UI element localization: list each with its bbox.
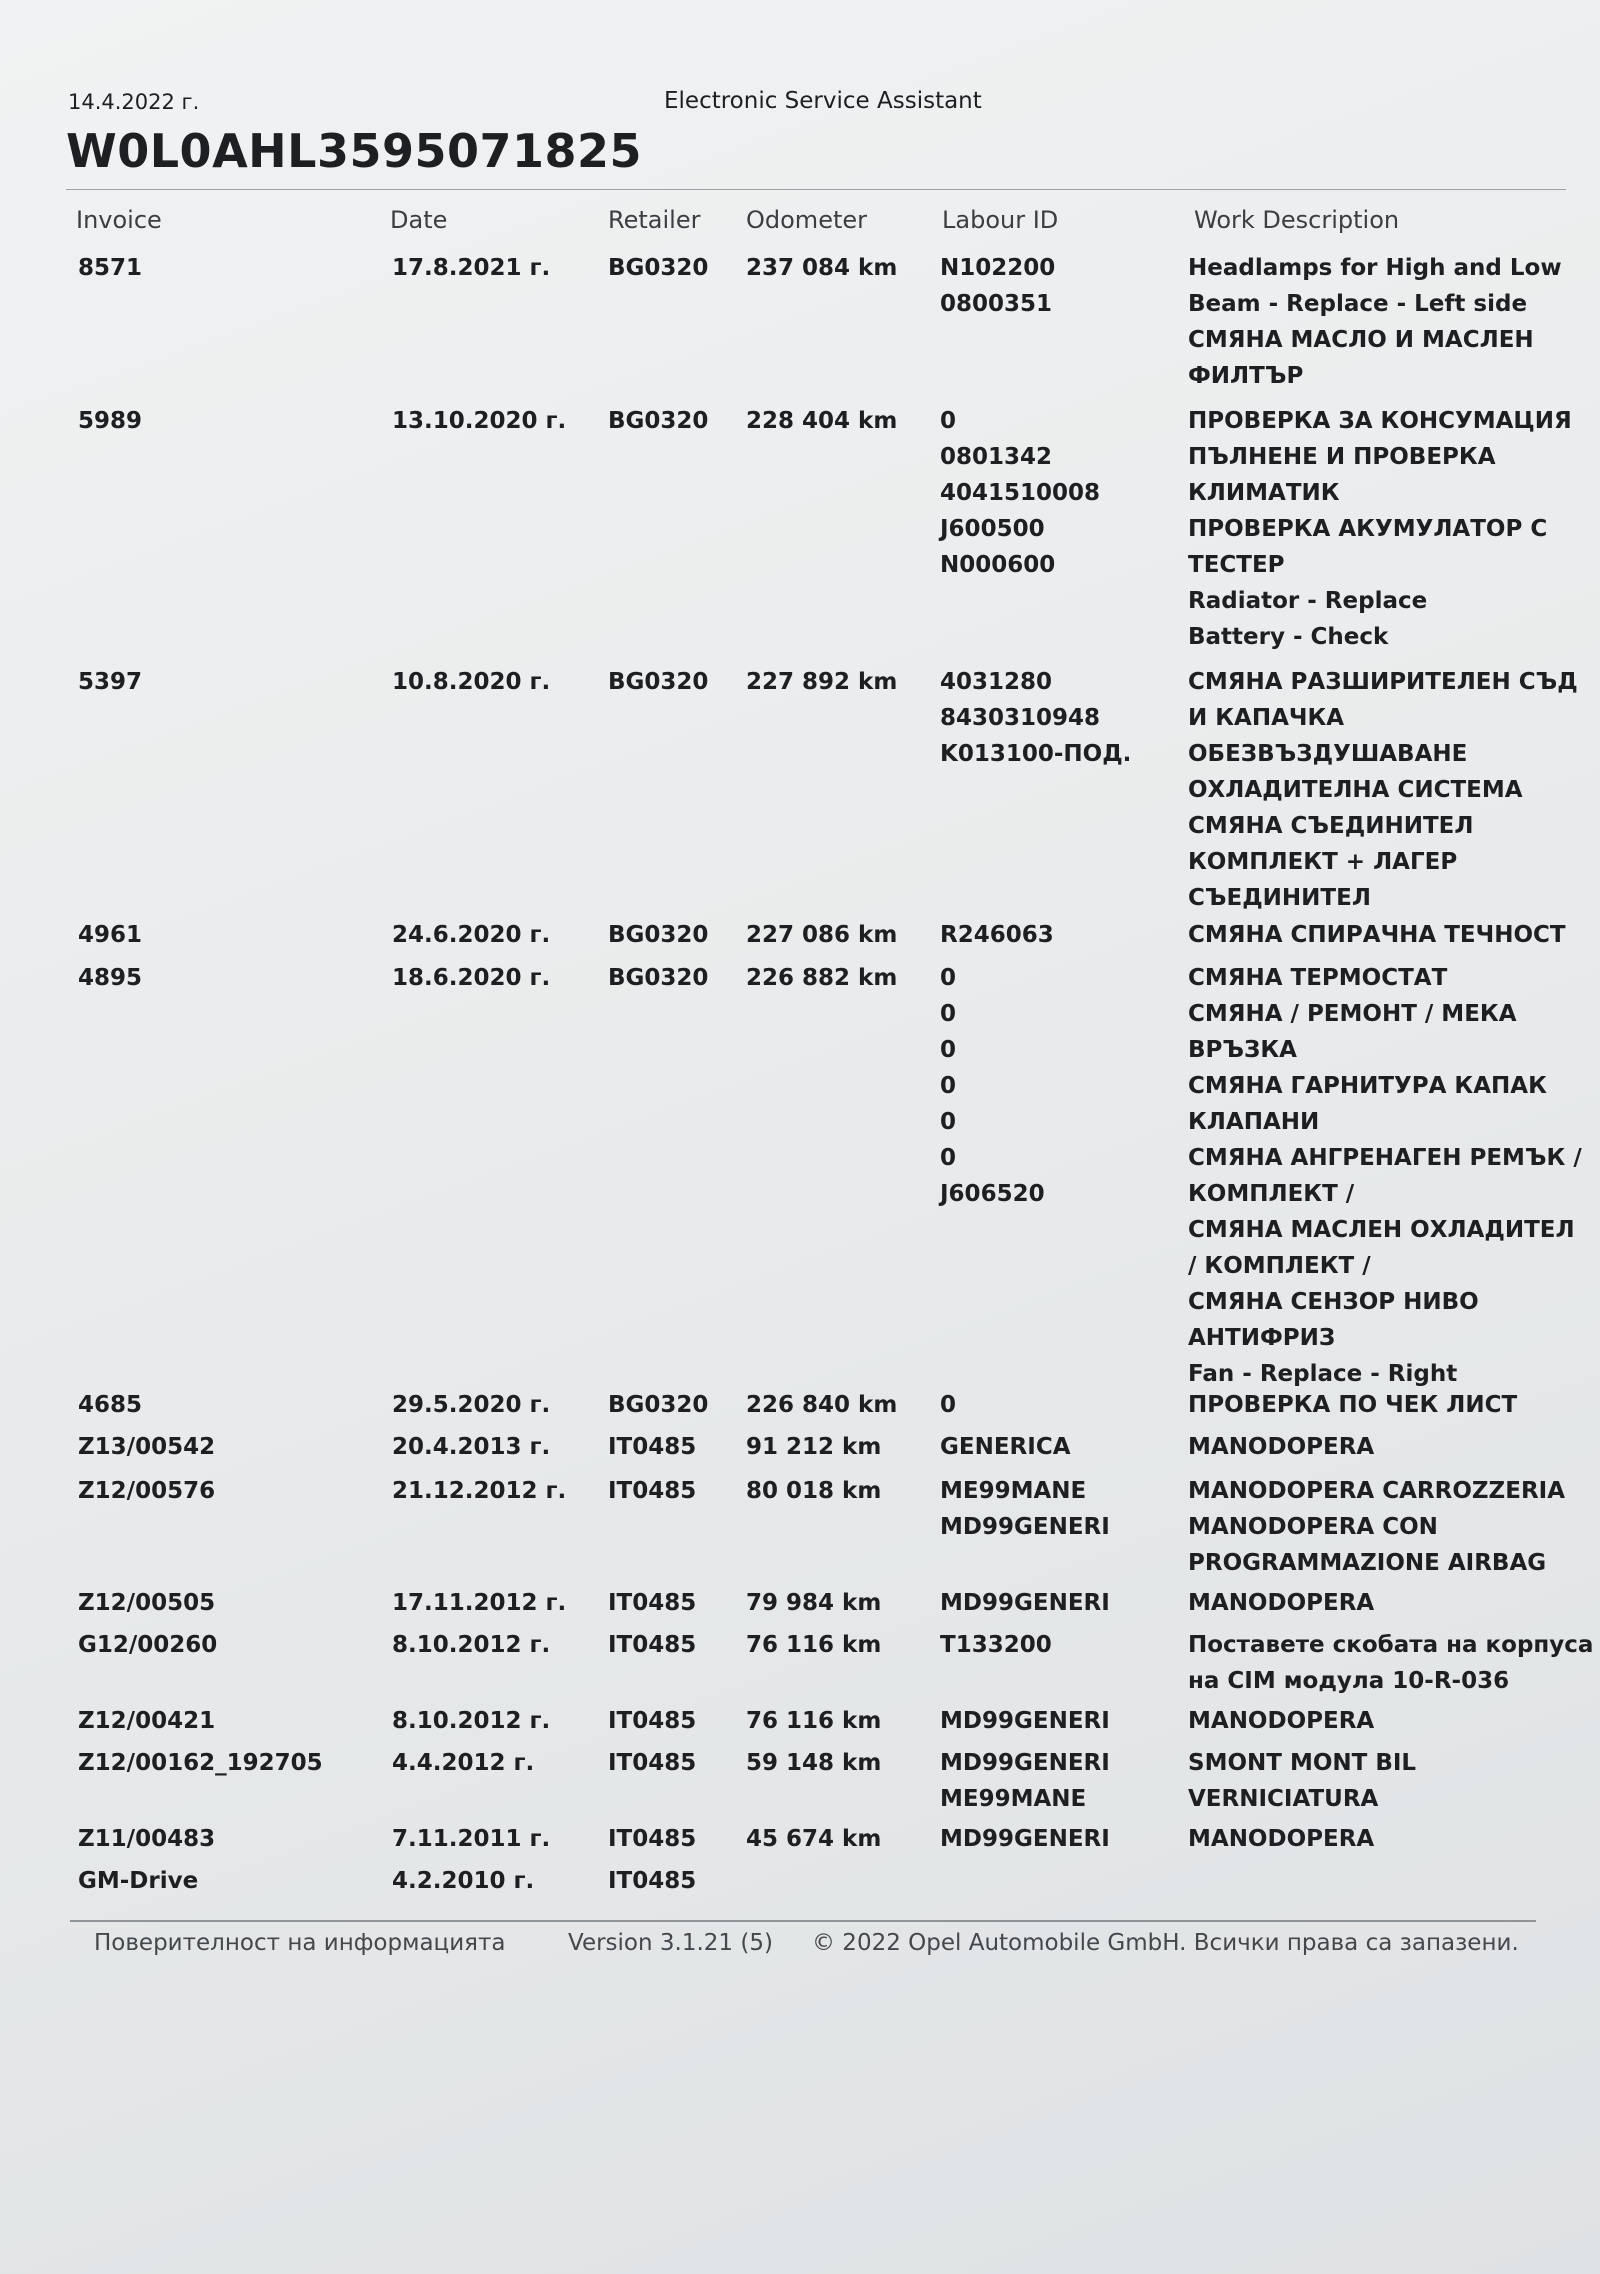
odometer-cell: 226 882 km [746, 965, 898, 991]
retailer-cell: BG0320 [608, 408, 709, 434]
invoice-cell: Z11/00483 [78, 1826, 216, 1852]
retailer-cell: IT0485 [608, 1826, 697, 1852]
header-divider [66, 189, 1566, 190]
labour-id-line: J600500 [940, 516, 1045, 542]
work-description-line: VERNICIATURA [1188, 1786, 1379, 1812]
work-description-line: КЛАПАНИ [1188, 1109, 1320, 1135]
odometer-cell: 45 674 km [746, 1826, 882, 1852]
labour-id-line: 0801342 [940, 444, 1053, 470]
invoice-cell: 4895 [78, 965, 143, 991]
work-description-line: Battery - Check [1188, 624, 1389, 650]
labour-id-cell [940, 917, 1054, 953]
work-description-line: СЪЕДИНИТЕЛ [1188, 885, 1371, 911]
odometer-cell: 237 084 km [746, 255, 898, 281]
work-description-cell [1188, 1585, 1374, 1621]
work-description-line: СМЯНА СЕНЗОР НИВО [1188, 1289, 1479, 1315]
work-description-line: СМЯНА ГАРНИТУРА КАПАК [1188, 1073, 1547, 1099]
labour-id-line: 0 [940, 1145, 957, 1171]
labour-id-line: ME99MANE [940, 1478, 1087, 1504]
labour-id-line: GENERICA [940, 1434, 1071, 1460]
labour-id-line: N102200 [940, 255, 1056, 281]
invoice-cell: G12/00260 [78, 1632, 218, 1658]
work-description-line: Beam - Replace - Left side [1188, 291, 1528, 317]
column-header-retailer: Retailer [608, 206, 701, 234]
work-description-line: И КАПАЧКА [1188, 705, 1345, 731]
labour-id-line: 0 [940, 1109, 957, 1135]
work-description-line: Поставете скобата на корпуса [1188, 1632, 1594, 1658]
odometer-cell: 59 148 km [746, 1750, 882, 1776]
work-description-line: СМЯНА МАСЛО И МАСЛЕН [1188, 327, 1534, 353]
date-cell: 7.11.2011 г. [392, 1826, 551, 1852]
labour-id-line: 0 [940, 965, 957, 991]
work-description-line: MANODOPERA [1188, 1434, 1375, 1460]
date-cell: 8.10.2012 г. [392, 1708, 551, 1734]
work-description-cell [1188, 1821, 1374, 1857]
work-description-line: ПРОВЕРКА ПО ЧЕК ЛИСТ [1188, 1392, 1518, 1418]
invoice-cell: GM-Drive [78, 1868, 199, 1894]
labour-id-line: 4041510008 [940, 480, 1101, 506]
work-description-line: АНТИФРИЗ [1188, 1325, 1336, 1351]
date-cell: 20.4.2013 г. [392, 1434, 551, 1460]
work-description-line: MANODOPERA [1188, 1826, 1375, 1852]
work-description-cell [1188, 1627, 1593, 1699]
labour-id-line: 0 [940, 1073, 957, 1099]
work-description-line: СМЯНА / РЕМОНТ / МЕКА [1188, 1001, 1517, 1027]
work-description-line: КОМПЛЕКТ / [1188, 1181, 1355, 1207]
odometer-cell: 76 116 km [746, 1708, 882, 1734]
vin-number: W0L0AHL3595071825 [66, 124, 643, 178]
work-description-cell [1188, 664, 1578, 916]
date-cell: 24.6.2020 г. [392, 922, 551, 948]
column-header-labour-id: Labour ID [942, 206, 1059, 234]
work-description-line: ПРОВЕРКА АКУМУЛАТОР С [1188, 516, 1548, 542]
retailer-cell: BG0320 [608, 1392, 709, 1418]
labour-id-line: 0 [940, 1392, 957, 1418]
work-description-cell [1188, 1473, 1565, 1581]
odometer-cell: 227 892 km [746, 669, 898, 695]
date-cell: 8.10.2012 г. [392, 1632, 551, 1658]
work-description-line: КЛИМАТИК [1188, 480, 1340, 506]
odometer-cell: 80 018 km [746, 1478, 882, 1504]
labour-id-cell [940, 250, 1055, 322]
date-cell: 13.10.2020 г. [392, 408, 567, 434]
work-description-line: MANODOPERA [1188, 1590, 1375, 1616]
invoice-cell: Z12/00421 [78, 1708, 216, 1734]
labour-id-line: 0 [940, 1037, 957, 1063]
labour-id-line: K013100-ПОД. [940, 741, 1132, 767]
work-description-line: ВРЪЗКА [1188, 1037, 1297, 1063]
work-description-line: на CIM модула 10-R-036 [1188, 1668, 1510, 1694]
work-description-cell [1188, 1429, 1374, 1465]
page-title: Electronic Service Assistant [664, 88, 982, 114]
date-cell: 10.8.2020 г. [392, 669, 551, 695]
retailer-cell: BG0320 [608, 965, 709, 991]
work-description-cell [1188, 1387, 1517, 1423]
labour-id-line: 8430310948 [940, 705, 1101, 731]
work-description-line: Radiator - Replace [1188, 588, 1428, 614]
labour-id-cell [940, 1387, 956, 1423]
labour-id-line: MD99GENERI [940, 1514, 1110, 1540]
copyright-text: © 2022 Opel Automobile GmbH. Всички права са запазени. [812, 1930, 1519, 1956]
labour-id-cell [940, 1473, 1110, 1545]
work-description-line: СМЯНА СЪЕДИНИТЕЛ [1188, 813, 1474, 839]
retailer-cell: BG0320 [608, 922, 709, 948]
work-description-line: СМЯНА АНГРЕНАГЕН РЕМЪК / [1188, 1145, 1582, 1171]
version-text: Version 3.1.21 (5) [568, 1930, 773, 1956]
retailer-cell: BG0320 [608, 255, 709, 281]
odometer-cell: 226 840 km [746, 1392, 898, 1418]
work-description-line: SMONT MONT BIL [1188, 1750, 1417, 1776]
date-cell: 21.12.2012 г. [392, 1478, 567, 1504]
work-description-cell [1188, 1745, 1416, 1817]
retailer-cell: IT0485 [608, 1708, 697, 1734]
invoice-cell: 5989 [78, 408, 143, 434]
invoice-cell: 8571 [78, 255, 143, 281]
retailer-cell: IT0485 [608, 1632, 697, 1658]
invoice-cell: 5397 [78, 669, 143, 695]
odometer-cell: 227 086 km [746, 922, 898, 948]
work-description-line: MANODOPERA [1188, 1708, 1375, 1734]
work-description-cell [1188, 917, 1566, 953]
labour-id-cell [940, 1703, 1110, 1739]
retailer-cell: BG0320 [608, 669, 709, 695]
report-date: 14.4.2022 г. [68, 90, 200, 114]
odometer-cell: 79 984 km [746, 1590, 882, 1616]
labour-id-cell [940, 664, 1131, 772]
date-cell: 18.6.2020 г. [392, 965, 551, 991]
work-description-line: ФИЛТЪР [1188, 363, 1304, 389]
work-description-line: СМЯНА ТЕРМОСТАТ [1188, 965, 1448, 991]
invoice-cell: Z12/00505 [78, 1590, 216, 1616]
retailer-cell: IT0485 [608, 1478, 697, 1504]
odometer-cell: 228 404 km [746, 408, 898, 434]
work-description-line: СМЯНА СПИРАЧНА ТЕЧНОСТ [1188, 922, 1566, 948]
invoice-cell: 4685 [78, 1392, 143, 1418]
invoice-cell: Z13/00542 [78, 1434, 216, 1460]
labour-id-line: R246063 [940, 922, 1054, 948]
labour-id-line: 4031280 [940, 669, 1053, 695]
date-cell: 4.4.2012 г. [392, 1750, 535, 1776]
labour-id-cell [940, 1627, 1052, 1663]
privacy-link[interactable]: Поверителност на информацията [94, 1930, 506, 1956]
labour-id-cell [940, 1585, 1110, 1621]
labour-id-line: MD99GENERI [940, 1826, 1110, 1852]
work-description-line: / КОМПЛЕКТ / [1188, 1253, 1371, 1279]
work-description-cell [1188, 403, 1572, 655]
labour-id-line: J606520 [940, 1181, 1045, 1207]
column-header-invoice: Invoice [76, 206, 162, 234]
footer-divider [70, 1920, 1536, 1922]
labour-id-line: 0 [940, 408, 957, 434]
retailer-cell: IT0485 [608, 1750, 697, 1776]
date-cell: 17.11.2012 г. [392, 1590, 567, 1616]
labour-id-line: MD99GENERI [940, 1750, 1110, 1776]
labour-id-line: T133200 [940, 1632, 1052, 1658]
work-description-line: ОБЕЗВЪЗДУШАВАНЕ [1188, 741, 1468, 767]
retailer-cell: IT0485 [608, 1590, 697, 1616]
work-description-line: MANODOPERA CON [1188, 1514, 1438, 1540]
work-description-line: Headlamps for High and Low [1188, 255, 1562, 281]
labour-id-line: N000600 [940, 552, 1056, 578]
labour-id-cell [940, 1821, 1110, 1857]
labour-id-line: MD99GENERI [940, 1590, 1110, 1616]
date-cell: 17.8.2021 г. [392, 255, 551, 281]
work-description-line: Fan - Replace - Right [1188, 1361, 1458, 1387]
labour-id-line: ME99MANE [940, 1786, 1087, 1812]
work-description-cell [1188, 960, 1582, 1392]
date-cell: 4.2.2010 г. [392, 1868, 535, 1894]
labour-id-cell [940, 1429, 1071, 1465]
invoice-cell: Z12/00162_192705 [78, 1750, 323, 1776]
retailer-cell: IT0485 [608, 1868, 697, 1894]
work-description-line: ТЕСТЕР [1188, 552, 1285, 578]
column-header-date: Date [390, 206, 448, 234]
column-header-odometer: Odometer [746, 206, 867, 234]
odometer-cell: 76 116 km [746, 1632, 882, 1658]
labour-id-line: 0 [940, 1001, 957, 1027]
labour-id-cell [940, 403, 1100, 583]
invoice-cell: 4961 [78, 922, 143, 948]
labour-id-cell [940, 1745, 1110, 1817]
odometer-cell: 91 212 km [746, 1434, 882, 1460]
work-description-line: PROGRAMMAZIONE AIRBAG [1188, 1550, 1547, 1576]
work-description-cell [1188, 1703, 1374, 1739]
labour-id-cell [940, 960, 1045, 1212]
labour-id-line: MD99GENERI [940, 1708, 1110, 1734]
retailer-cell: IT0485 [608, 1434, 697, 1460]
work-description-line: СМЯНА МАСЛЕН ОХЛАДИТЕЛ [1188, 1217, 1575, 1243]
work-description-line: ОХЛАДИТЕЛНА СИСТЕМА [1188, 777, 1523, 803]
work-description-line: КОМПЛЕКТ + ЛАГЕР [1188, 849, 1458, 875]
work-description-line: ПРОВЕРКА ЗА КОНСУМАЦИЯ [1188, 408, 1572, 434]
invoice-cell: Z12/00576 [78, 1478, 216, 1504]
work-description-line: СМЯНА РАЗШИРИТЕЛЕН СЪД [1188, 669, 1578, 695]
work-description-cell [1188, 250, 1562, 394]
date-cell: 29.5.2020 г. [392, 1392, 551, 1418]
work-description-line: MANODOPERA CARROZZERIA [1188, 1478, 1566, 1504]
work-description-line: ПЪЛНЕНЕ И ПРОВЕРКА [1188, 444, 1496, 470]
labour-id-line: 0800351 [940, 291, 1053, 317]
column-header-work-description: Work Description [1194, 206, 1400, 234]
